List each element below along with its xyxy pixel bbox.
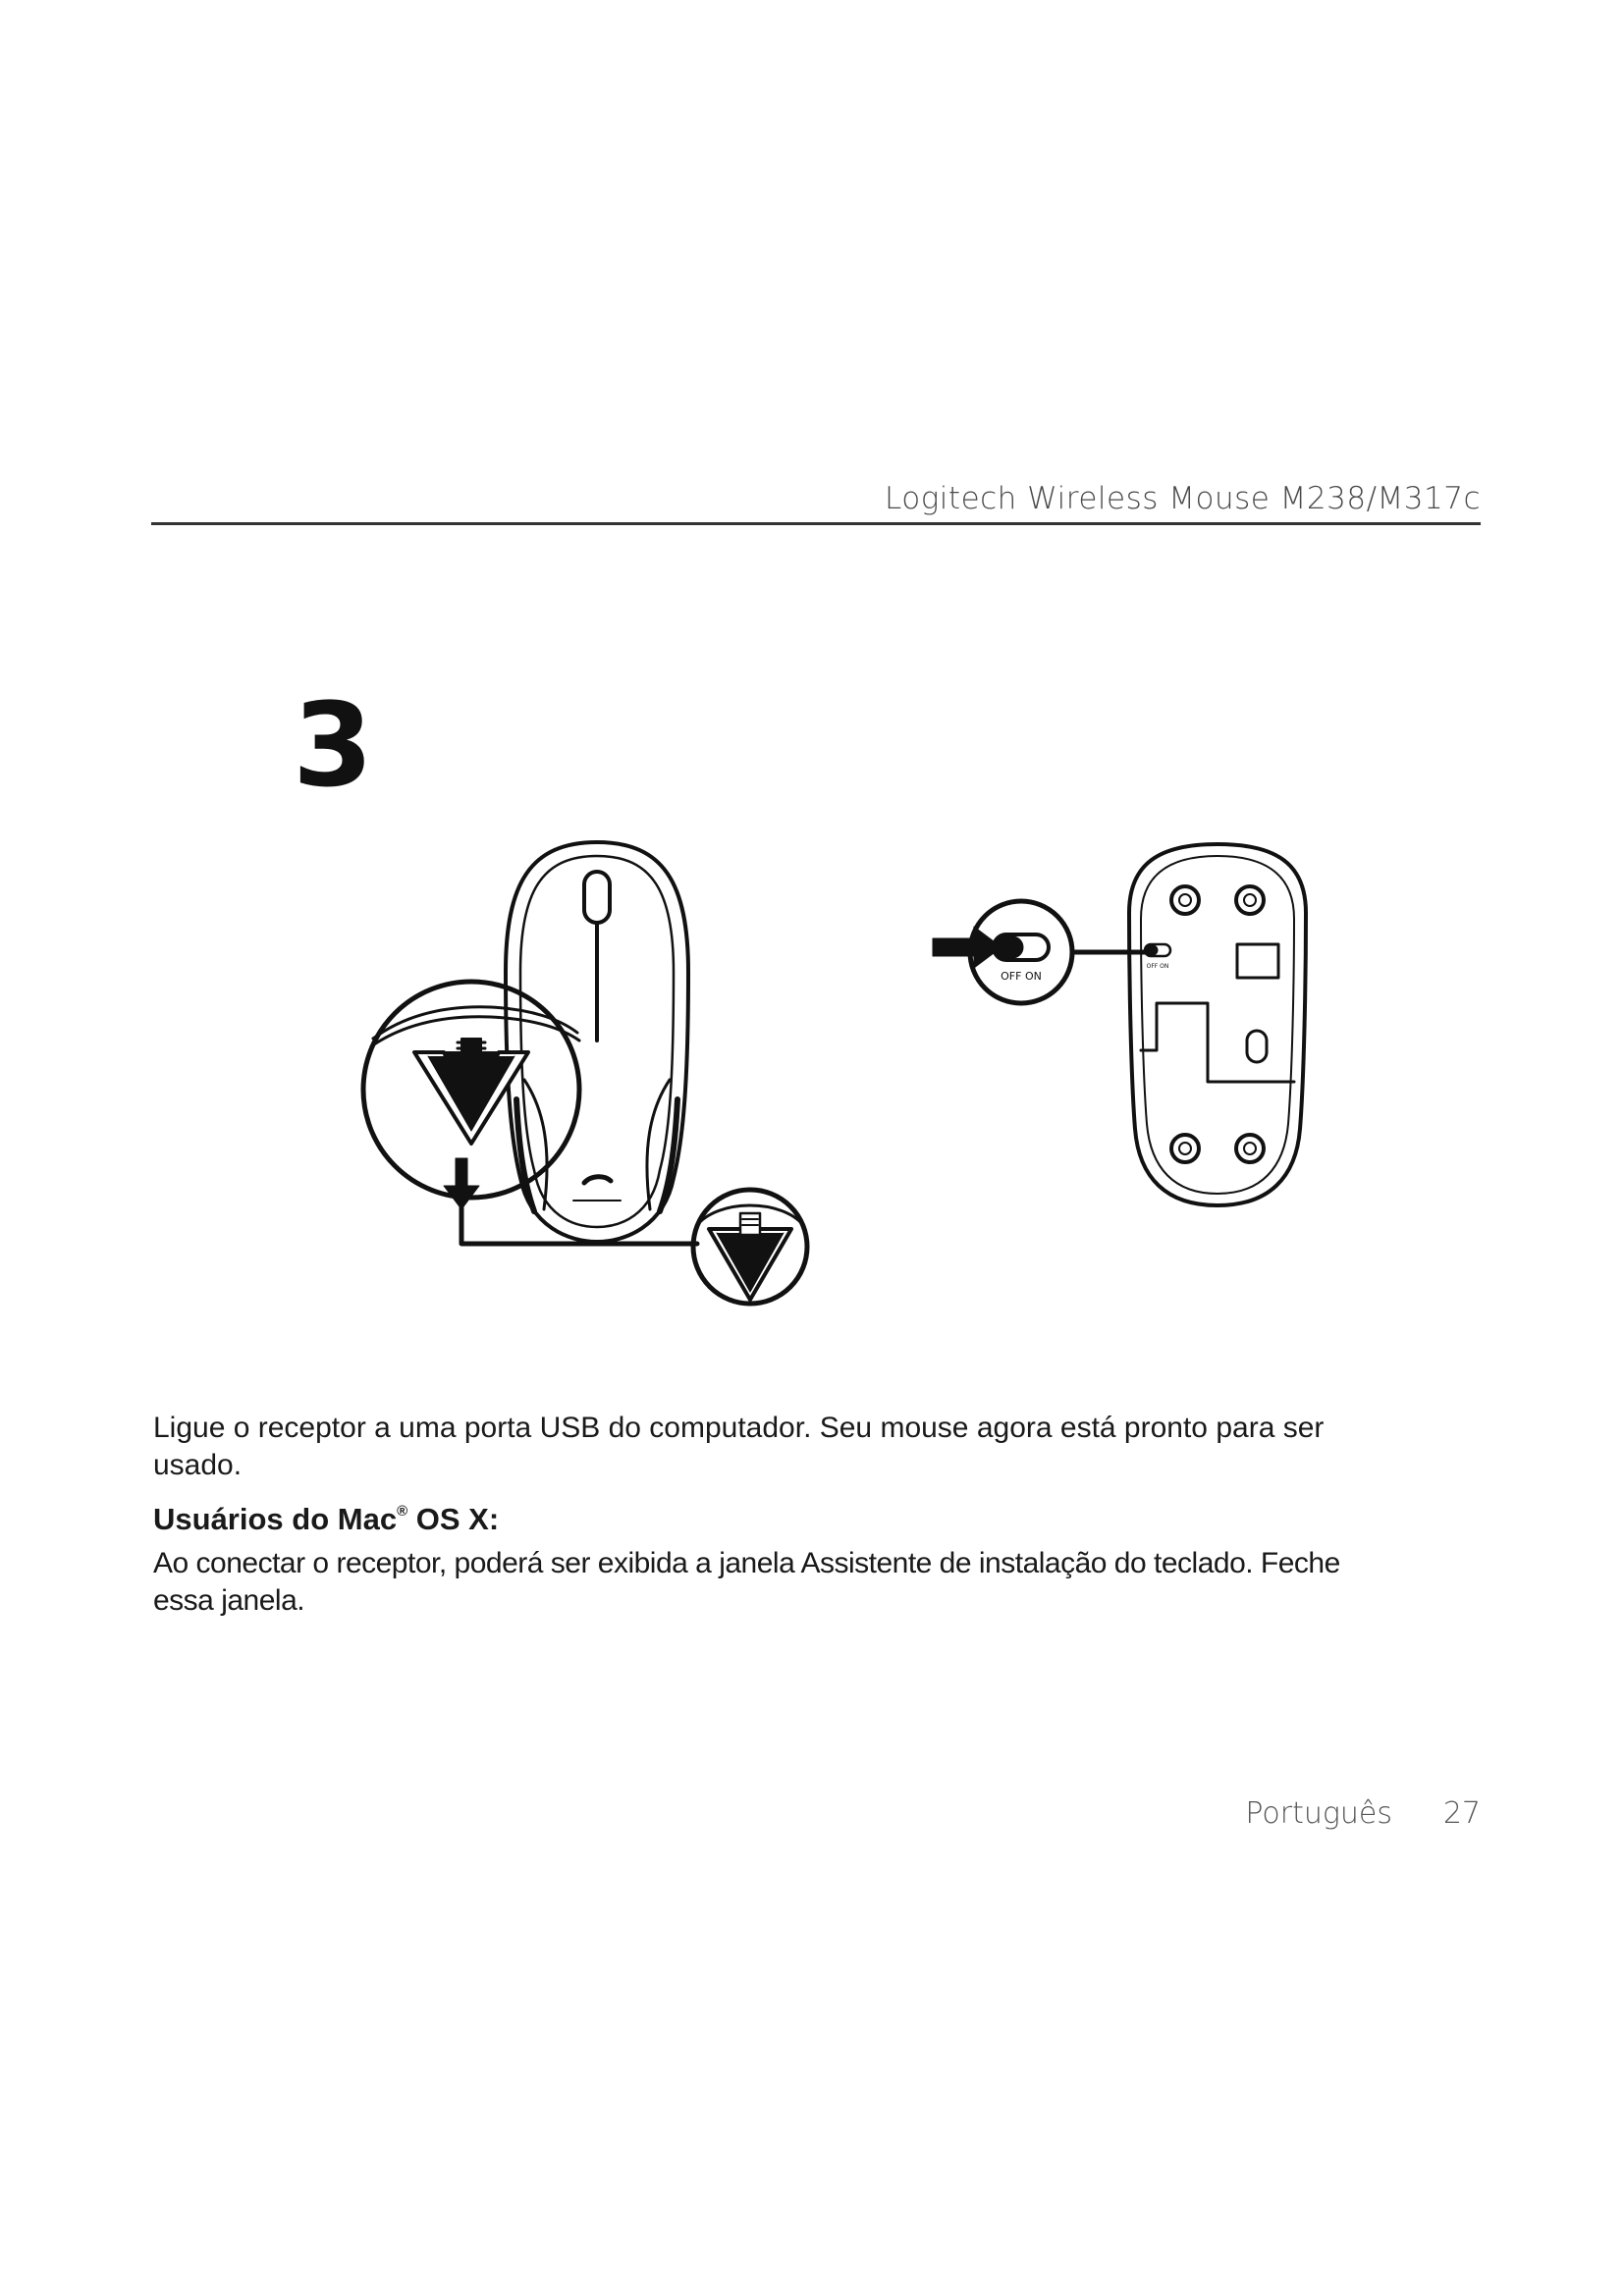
registered-mark: ® xyxy=(397,1503,408,1520)
mouse-illustration xyxy=(334,825,1414,1325)
header-title: Logitech Wireless Mouse M238/M317c xyxy=(885,481,1481,516)
mac-instruction-text: Ao conectar o receptor, poderá ser exibida a janela Assistente de instalação do teclado. Feche essa janela. xyxy=(153,1547,1340,1617)
receptor-slot-detail xyxy=(693,1190,807,1304)
switch-label-small: OFF ON xyxy=(1146,963,1169,970)
mac-heading-prefix: Usuários do Mac xyxy=(153,1502,398,1536)
mac-heading-suffix: OS X: xyxy=(407,1502,500,1536)
instruction-text: Ligue o receptor a uma porta USB do computador. Seu mouse agora está pronto para ser usado. xyxy=(153,1412,1325,1481)
header-rule xyxy=(151,522,1481,525)
page-number: 27 xyxy=(1442,1796,1481,1831)
step-number: 3 xyxy=(293,677,374,813)
mouse-top-view xyxy=(506,842,688,1242)
power-switch-detail xyxy=(933,901,1145,1003)
switch-label-large: OFF ON xyxy=(1001,970,1042,983)
mouse-bottom-view xyxy=(1129,844,1306,1205)
mac-heading xyxy=(153,1502,499,1537)
footer-language: Português xyxy=(1245,1796,1392,1831)
